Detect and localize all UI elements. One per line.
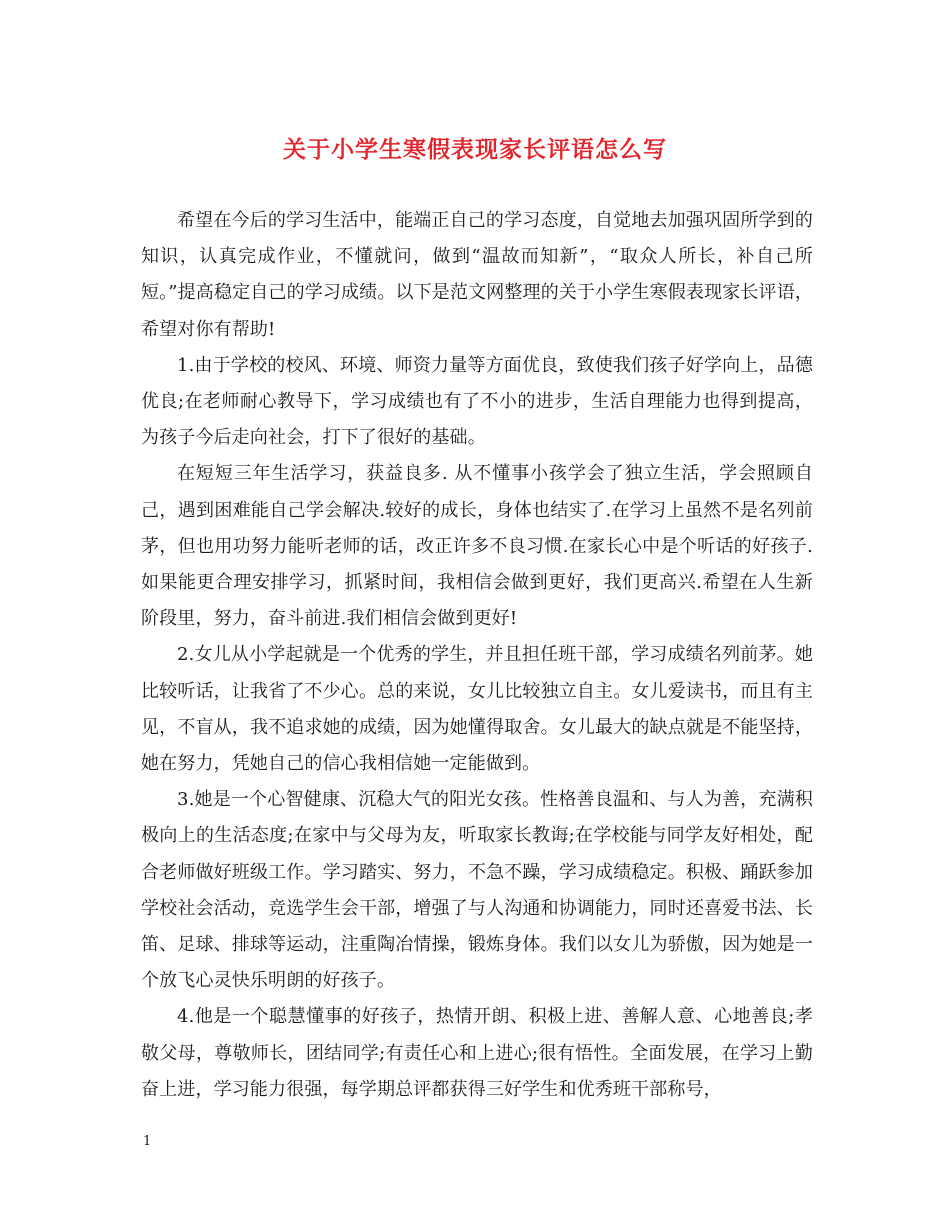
paragraph-intro: 希望在今后的学习生活中，能端正自己的学习态度，自觉地去加强巩固所学到的知识，认真完成作业，不懂就问，做到“温故而知新”，“取众人所长，补自己所短。”提高稳定自己的学习成绩。以下是范文网整理的关于小学生寒假表现家长评语，希望对你有帮助!	[141, 210, 813, 340]
paragraph-item-1: 1.由于学校的校风、环境、师资力量等方面优良，致使我们孩子好学向上，品德优良;在老师耐心教导下，学习成绩也有了不小的进步，生活自理能力也得到提高，为孩子今后走向社会，打下了很好的基础。	[141, 354, 813, 449]
paragraph-item-4: 4.他是一个聪慧懂事的好孩子，热情开朗、积极上进、善解人意、心地善良;孝敬父母，尊敬师长，团结同学;有责任心和上进心;很有悟性。全面发展，在学习上勤奋上进，学习能力很强，每学期总评都获得三好学生和优秀班干部称号，	[141, 1006, 813, 1100]
paragraph-item-3: 3.她是一个心智健康、沉稳大气的阳光女孩。性格善良温和、与人为善，充满积极向上的生活态度;在家中与父母为友，听取家长教诲;在学校能与同学友好相处，配合老师做好班级工作。学习踏实、努力，不急不躁，学习成绩稳定。积极、踊跃参加学校社会活动，竞选学生会干部，增强了与人沟通和协调能力，同时还喜爱书法、长笛、足球、排球等运动，注重陶冶情操，锻炼身体。我们以女儿为骄傲，因为她是一个放飞心灵快乐明朗的好孩子。	[141, 789, 813, 992]
paragraph-item-1-continued: 在短短三年生活学习，获益良多. 从不懂事小孩学会了独立生活，学会照顾自己，遇到困难能自己学会解决.较好的成长，身体也结实了.在学习上虽然不是名列前茅，但也用功努力能听老师的话，改正许多不良习惯.在家长心中是个听话的好孩子.如果能更合理安排学习，抓紧时间，我相信会做到更好，我们更高兴.希望在人生新阶段里，努力，奋斗前进.我们相信会做到更好!	[141, 463, 813, 630]
document-body	[141, 203, 813, 1108]
document-title: 关于小学生寒假表现家长评语怎么写	[283, 136, 667, 163]
paragraph-item-2: 2.女儿从小学起就是一个优秀的学生，并且担任班干部，学习成绩名列前茅。她比较听话，让我省了不少心。总的来说，女儿比较独立自主。女儿爱读书，而且有主见，不盲从，我不追求她的成绩，因为她懂得取舍。女儿最大的缺点就是不能坚持，她在努力，凭她自己的信心我相信她一定能做到。	[141, 644, 813, 775]
page-number: 1	[143, 1134, 152, 1149]
